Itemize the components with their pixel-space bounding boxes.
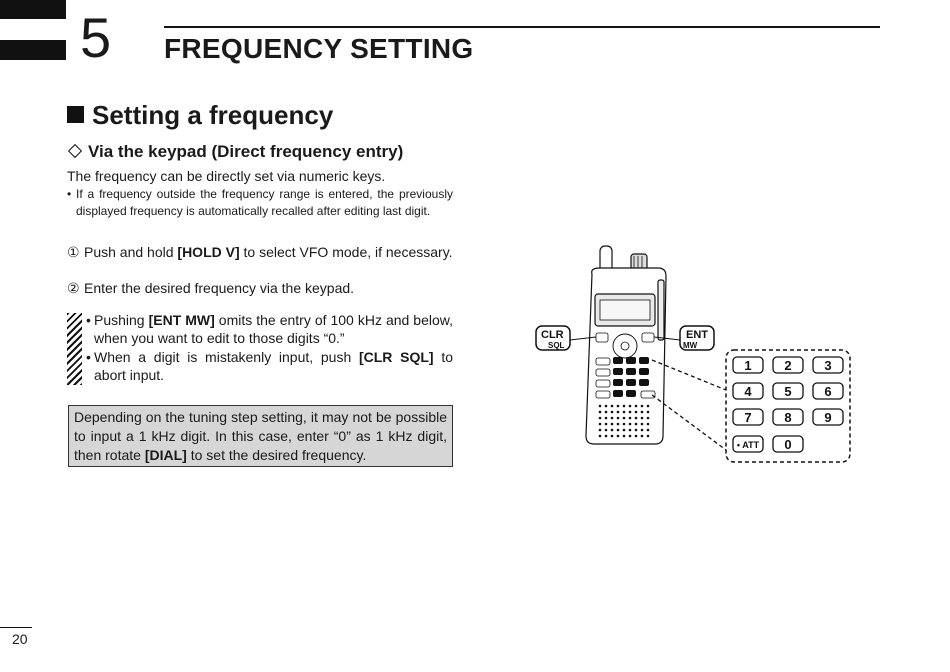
tip-text: When a digit is mistakenly input, push bbox=[94, 349, 359, 365]
clr-label: CLR bbox=[541, 329, 564, 341]
key-label: [HOLD V] bbox=[177, 244, 240, 260]
mw-label: MW bbox=[683, 341, 698, 350]
key-att-label: • ATT bbox=[736, 440, 760, 450]
key-6-label: 6 bbox=[824, 384, 832, 399]
tip-bullet: • bbox=[86, 349, 91, 365]
chapter-number: 5 bbox=[80, 6, 112, 69]
radio-device bbox=[586, 246, 666, 444]
step-1 bbox=[67, 243, 453, 261]
subsection-heading bbox=[67, 142, 403, 162]
key-2-label: 2 bbox=[784, 358, 792, 373]
step-text: Enter the desired frequency via the keypad. bbox=[84, 280, 355, 296]
chapter-tab-marker-top bbox=[0, 0, 66, 19]
zoomed-keypad bbox=[733, 357, 843, 452]
subsection-title: Via the keypad (Direct frequency entry) bbox=[88, 142, 404, 161]
info-box bbox=[68, 405, 453, 467]
key-label: [CLR SQL] bbox=[358, 349, 434, 365]
clr-sql-key-callout bbox=[536, 326, 596, 350]
note bbox=[67, 186, 453, 220]
key-4-label: 4 bbox=[744, 384, 752, 399]
page-number-rule bbox=[0, 627, 32, 628]
key-3-label: 3 bbox=[824, 358, 832, 373]
key-label: [ENT MW] bbox=[148, 312, 215, 328]
note-text: If a frequency outside the frequency range is entered, the previously displayed frequency is automatically recalled after editing last digit. bbox=[76, 187, 453, 218]
key-label: [DIAL] bbox=[144, 447, 187, 463]
tip-text: omits the entry of 100 kHz and below, when you want to edit to those digits “0.” bbox=[94, 312, 453, 346]
tip-text: to abort input. bbox=[94, 349, 453, 383]
note-bullet: • bbox=[67, 187, 72, 201]
tip-1 bbox=[86, 311, 453, 347]
tip-text: Pushing bbox=[94, 312, 149, 328]
intro-text: The frequency can be directly set via numeric keys. bbox=[67, 168, 386, 184]
transceiver-keypad-illustration bbox=[530, 240, 860, 470]
chapter-tab-marker-bottom bbox=[0, 40, 66, 60]
key-7-label: 7 bbox=[744, 410, 752, 425]
chapter-rule bbox=[164, 26, 880, 28]
step-number: ② bbox=[67, 280, 80, 296]
section-heading bbox=[67, 100, 333, 131]
hatch-marker bbox=[67, 313, 82, 385]
info-text: Depending on the tuning step setting, it may not be possible to input a 1 kHz digit. In this case, enter “0” as 1 kHz digit, then rotate bbox=[74, 409, 447, 463]
tip-bullet: • bbox=[86, 312, 91, 328]
step-number: ① bbox=[67, 244, 80, 260]
info-text: to set the desired frequency. bbox=[186, 447, 367, 463]
chapter-title: FREQUENCY SETTING bbox=[164, 33, 474, 64]
page-number: 20 bbox=[12, 631, 28, 647]
sql-label: SQL bbox=[548, 341, 565, 350]
key-9-label: 9 bbox=[824, 410, 832, 425]
tip-2 bbox=[86, 348, 453, 384]
diamond-bullet-icon bbox=[68, 144, 82, 158]
section-title: Setting a frequency bbox=[92, 100, 334, 130]
key-1-label: 1 bbox=[744, 358, 752, 373]
key-5-label: 5 bbox=[784, 384, 792, 399]
key-0-label: 0 bbox=[784, 437, 792, 452]
key-8-label: 8 bbox=[784, 410, 792, 425]
step-text: Push and hold bbox=[84, 244, 178, 260]
step-2 bbox=[67, 279, 453, 297]
step-text: to select VFO mode, if necessary. bbox=[239, 244, 453, 260]
ent-label: ENT bbox=[686, 329, 708, 341]
tips-block bbox=[67, 311, 453, 384]
square-bullet-icon bbox=[67, 106, 84, 123]
